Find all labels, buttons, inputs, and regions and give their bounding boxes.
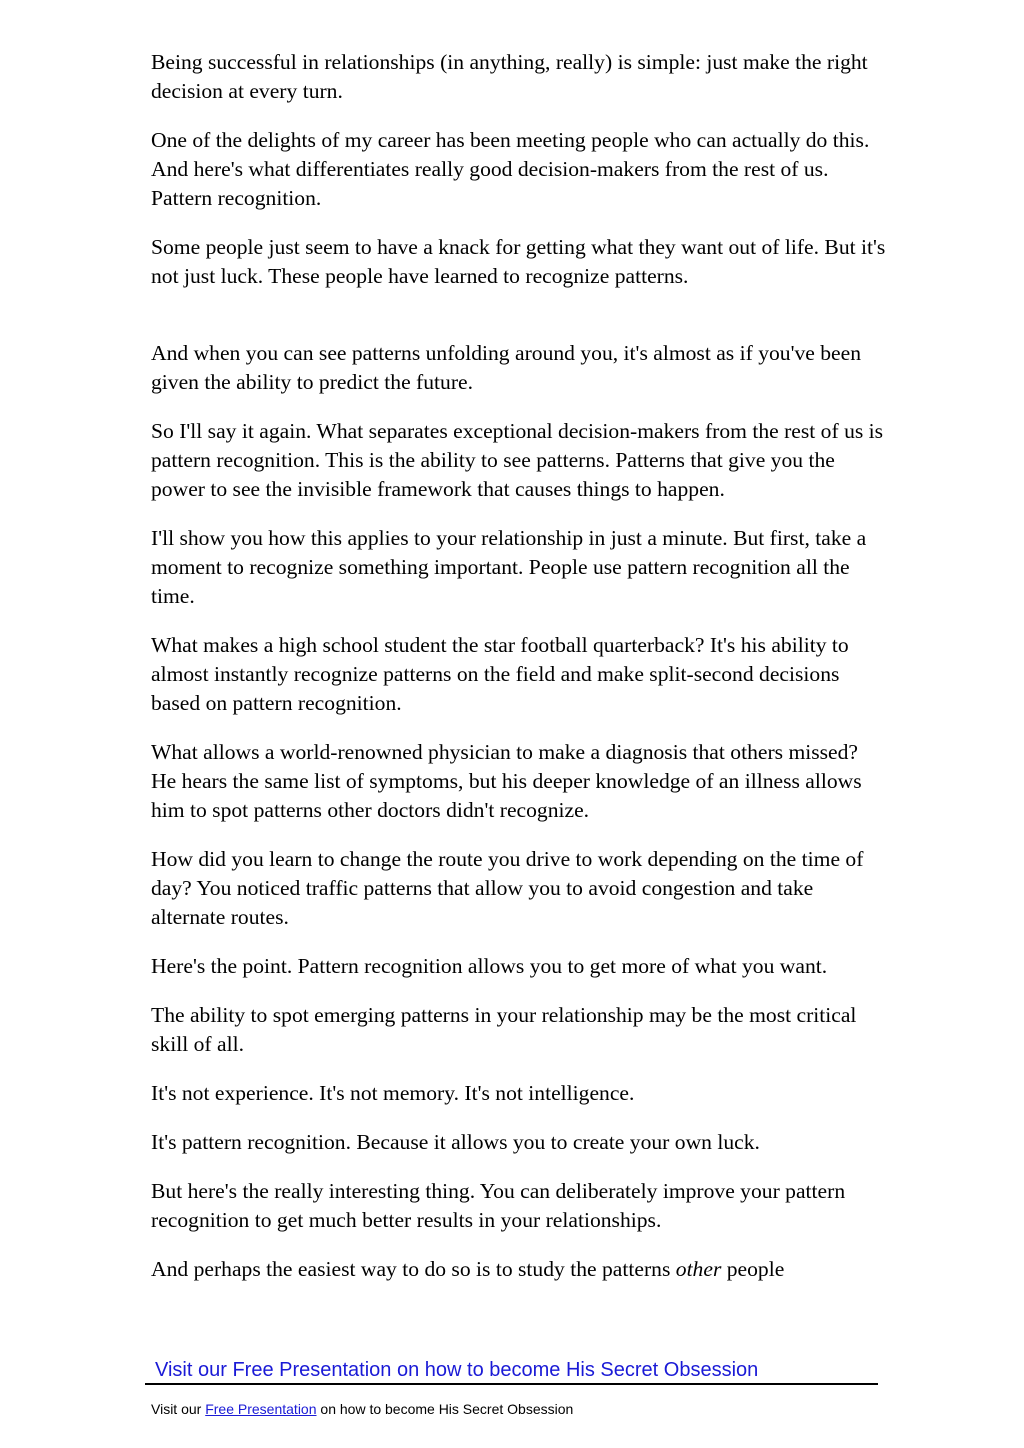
article-body: [151, 48, 886, 1284]
page-footer: [151, 1400, 573, 1418]
paragraph-truncated: [151, 1255, 886, 1284]
paragraph: The ability to spot emerging patterns in your relationship may be the most critical skill of all.: [151, 1003, 857, 1056]
paragraph: What makes a high school student the star football quarterback? It's his ability to almost instantly recognize patterns on the field and make split-second decisions based on pattern recognition.: [151, 633, 849, 715]
paragraph: It's not experience. It's not memory. It's not intelligence.: [151, 1081, 635, 1105]
footer-divider: [145, 1383, 878, 1385]
paragraph: What allows a world-renowned physician to make a diagnosis that others missed? He hears the same list of symptoms, but his deeper knowledge of an illness allows him to spot patterns other doctors didn't recognize.: [151, 740, 862, 822]
paragraph-text: people: [721, 1257, 785, 1281]
paragraph: Being successful in relationships (in anything, really) is simple: just make the right decision at every turn.: [151, 50, 868, 103]
paragraph: How did you learn to change the route you drive to work depending on the time of day? You noticed traffic patterns that allow you to avoid congestion and take alternate routes.: [151, 847, 864, 929]
free-presentation-link[interactable]: Free Presentation: [205, 1401, 317, 1417]
paragraph-text: And perhaps the easiest way to do so is to study the patterns: [151, 1257, 676, 1281]
presentation-promo-link[interactable]: Visit our Free Presentation on how to become His Secret Obsession: [155, 1359, 759, 1381]
paragraph: So I'll say it again. What separates exceptional decision-makers from the rest of us is pattern recognition. This is the ability to see patterns. Patterns that give you the power to see the invisible framework that causes things to happen.: [151, 419, 884, 501]
paragraph: And when you can see patterns unfolding around you, it's almost as if you've been given the ability to predict the future.: [151, 341, 862, 394]
paragraph: One of the delights of my career has been meeting people who can actually do this. And here's what differentiates really good decision-makers from the rest of us. Pattern recognition.: [151, 128, 870, 210]
paragraph: But here's the really interesting thing. You can deliberately improve your pattern recognition to get much better results in your relationships.: [151, 1179, 846, 1232]
paragraph: Some people just seem to have a knack for getting what they want out of life. But it's not just luck. These people have learned to recognize patterns.: [151, 235, 886, 288]
footer-prefix: Visit our: [151, 1401, 206, 1417]
paragraph: Here's the point. Pattern recognition allows you to get more of what you want.: [151, 954, 828, 978]
emphasis-text: other: [675, 1257, 722, 1281]
footer-suffix: on how to become His Secret Obsession: [316, 1401, 574, 1417]
paragraph: I'll show you how this applies to your relationship in just a minute. But first, take a moment to recognize something important. People use pattern recognition all the time.: [151, 526, 867, 608]
paragraph: It's pattern recognition. Because it allows you to create your own luck.: [151, 1130, 760, 1154]
